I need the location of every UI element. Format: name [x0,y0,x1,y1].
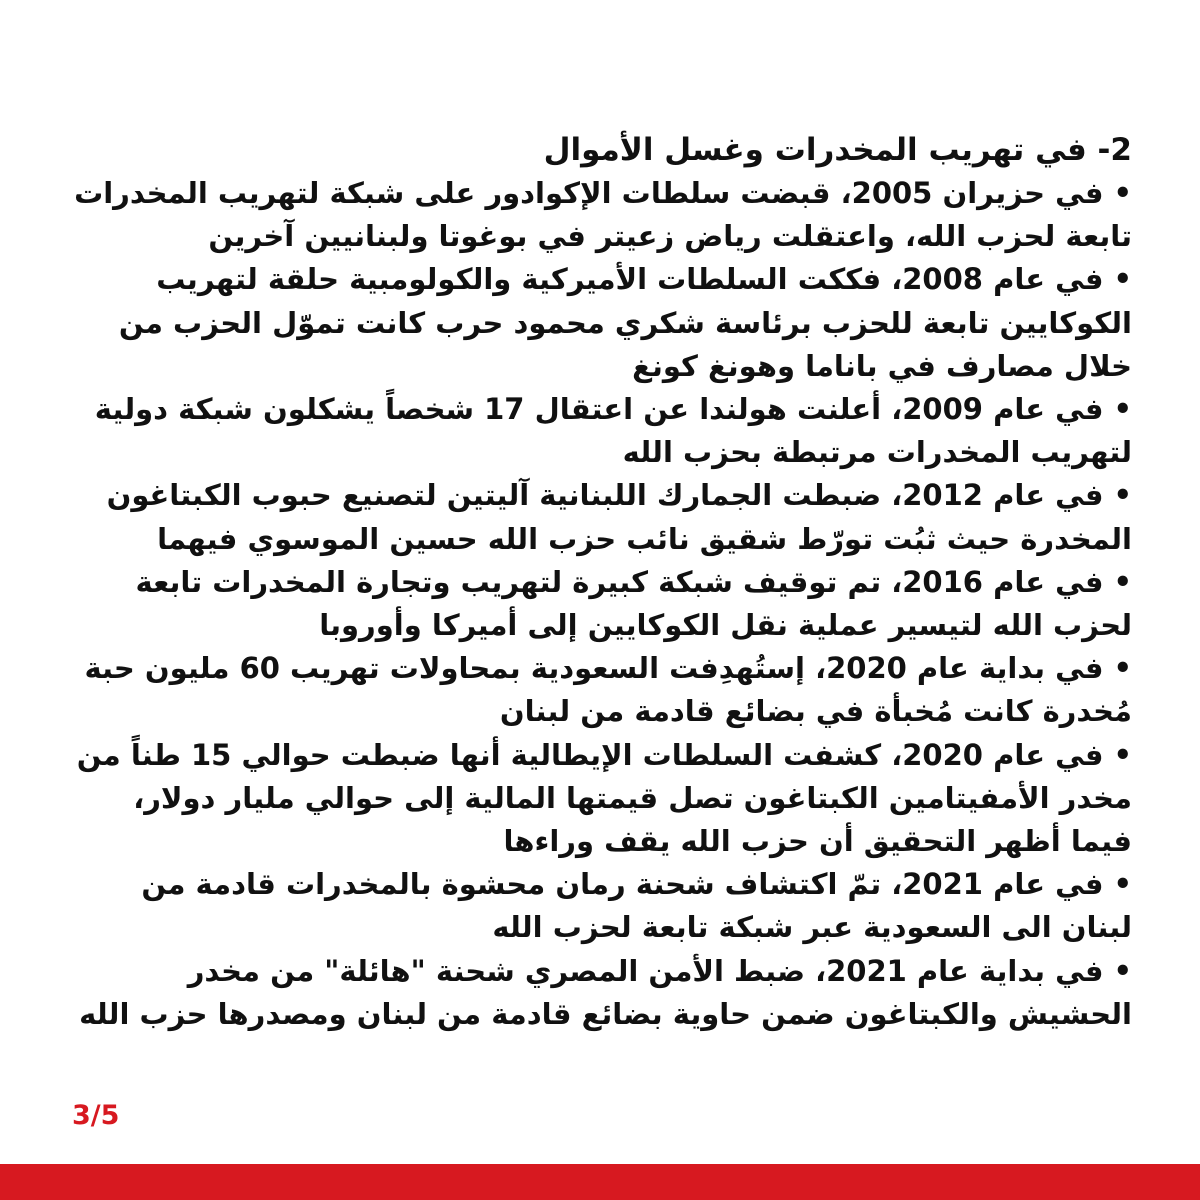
bullet-icon: • [1113,262,1132,297]
list-item-text: في عام 2012، ضبطت الجمارك اللبنانية آليتين لتصنيع حبوب الكبتاغون المخدرة حيث ثبُت تورّط شقيق نائب حزب الله حسين الموسوي فيهما [106,478,1132,556]
list-item-text: في عام 2016، تم توقيف شبكة كبيرة لتهريب وتجارة المخدرات تابعة لحزب الله لتيسير عملية نقل الكوكايين إلى أميركا وأوروبا [135,564,1132,643]
list-item [70,647,1132,733]
list-item [70,258,1132,388]
list-item [70,863,1132,949]
list-item [70,474,1132,560]
bullet-icon: • [1113,867,1132,902]
bullet-icon: • [1113,737,1132,772]
bullet-icon: • [1113,392,1132,427]
list-item [70,388,1132,474]
bullet-icon: • [1113,478,1132,513]
footer-accent-bar [0,1164,1200,1200]
document-body [70,128,1132,1036]
bullet-icon: • [1113,953,1132,988]
list-item-text: في عام 2021، تمّ اكتشاف شحنة رمان محشوة بالمخدرات قادمة من لبنان الى السعودية عبر شبكة تابعة لحزب الله [141,867,1132,945]
list-item [70,950,1132,1036]
list-item-text: في عام 2009، أعلنت هولندا عن اعتقال 17 شخصاً يشكلون شبكة دولية لتهريب المخدرات مرتبطة بحزب الله [94,392,1132,470]
bullet-icon: • [1113,564,1132,599]
page-number: 3/5 [72,1100,120,1131]
list-item-text: في بداية عام 2020، إستُهدِفت السعودية بمحاولات تهريب 60 مليون حبة مُخدرة كانت مُخبأة في بضائع قادمة من لبنان [84,651,1132,729]
section-heading: 2- في تهريب المخدرات وغسل الأموال [543,132,1132,168]
bullet-icon: • [1113,176,1132,210]
list-item [70,561,1132,647]
bullet-icon: • [1113,651,1132,686]
list-item-text: في بداية عام 2021، ضبط الأمن المصري شحنة "هائلة" من مخدر الحشيش والكبتاغون ضمن حاوية بضائع قادمة من لبنان ومصدرها حزب الله [79,953,1132,1031]
list-item [70,172,1132,258]
list-item [70,734,1132,864]
list-item-text: في حزيران 2005، قبضت سلطات الإكوادور على شبكة لتهريب المخدرات تابعة لحزب الله، واعتقلت رياض زعيتر في بوغوتا ولبنانيين آخرين [74,176,1132,254]
list-item-text: في عام 2020، كشفت السلطات الإيطالية أنها ضبطت حوالي 15 طناً من مخدر الأمفيتامين الكبتاغون تصل قيمتها المالية إلى حوالي مليار دولار، فيما أظهر التحقيق أن حزب الله يقف وراءها [76,737,1132,859]
list-item-text: في عام 2008، فككت السلطات الأميركية والكولومبية حلقة لتهريب الكوكايين تابعة للحزب برئاسة شكري محمود حرب كانت تموّل الحزب من خلال مصارف في باناما وهونغ كونغ [118,262,1132,383]
